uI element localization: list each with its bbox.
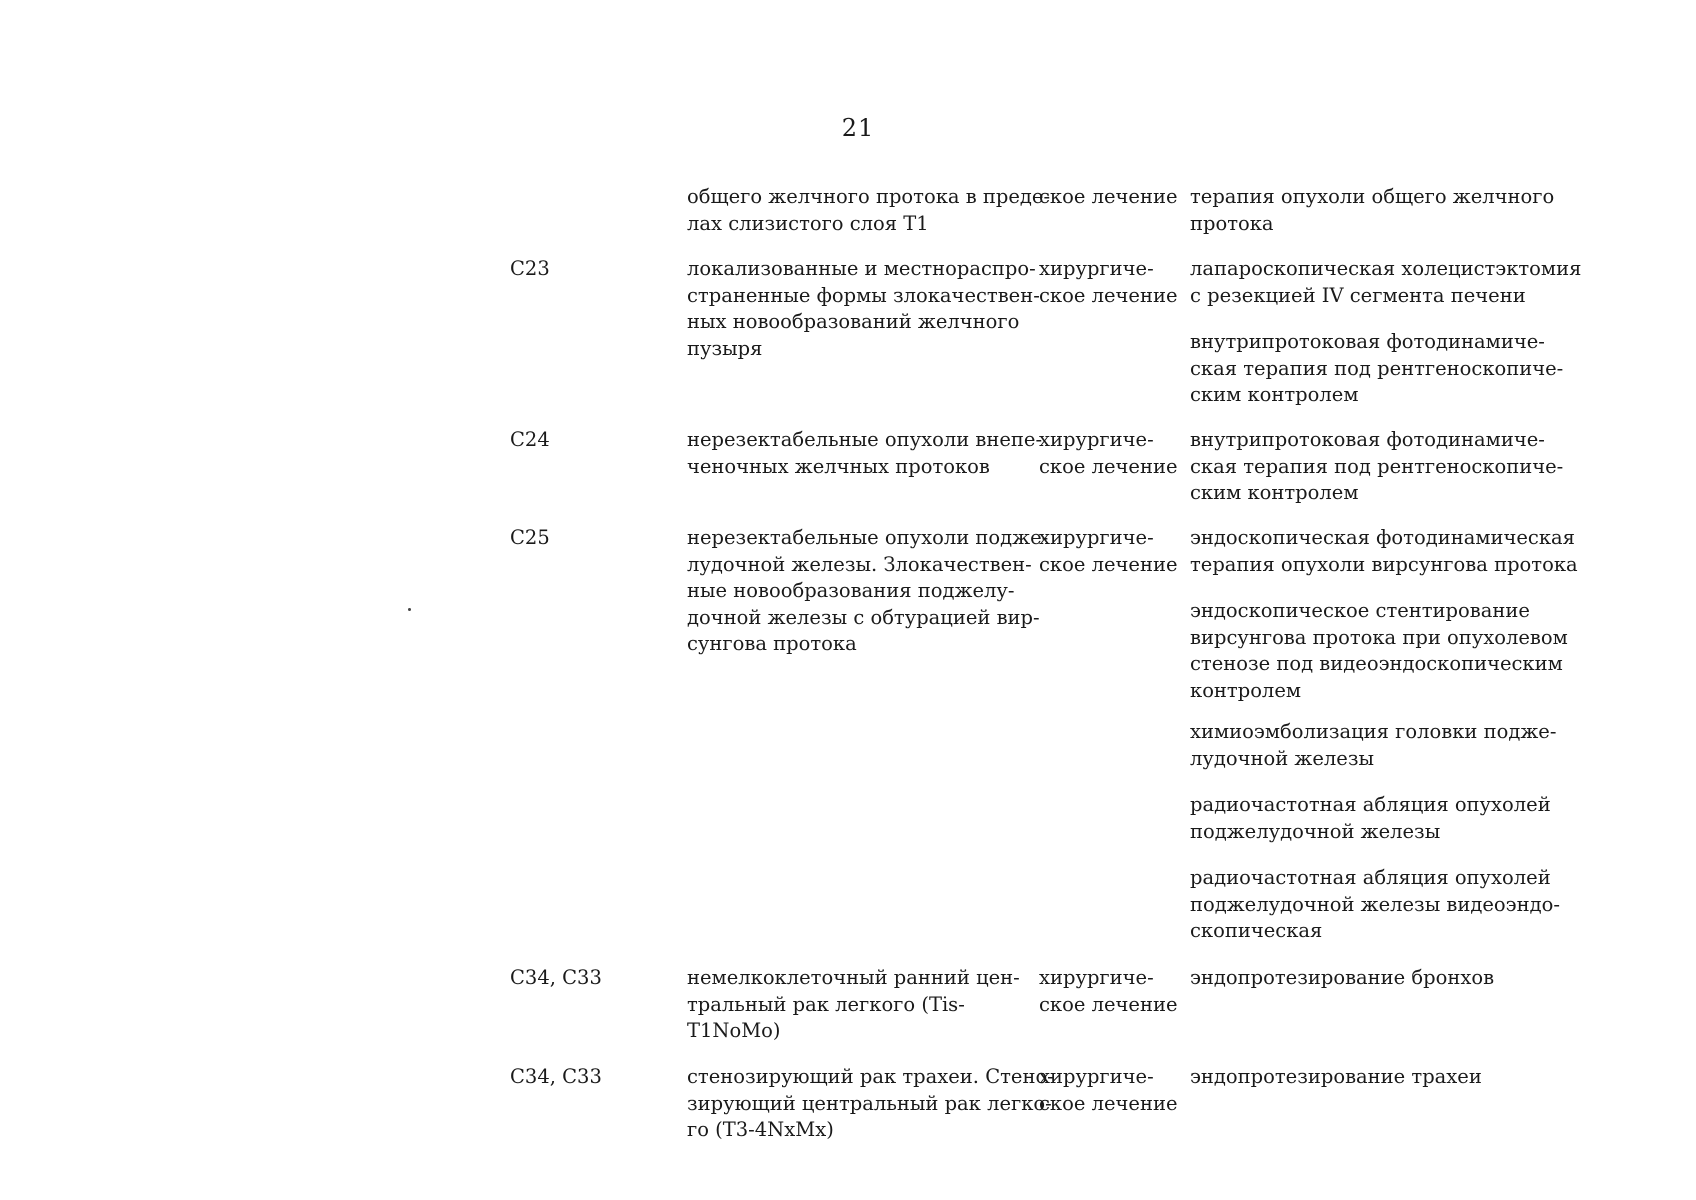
text-line: немелкоклеточный ранний цен-: [687, 966, 1020, 989]
diagnosis-description: [687, 184, 1050, 237]
text-line: радиочастотная абляция опухолей: [1190, 866, 1551, 889]
text-line: ским контролем: [1190, 383, 1359, 406]
text-line: дочной железы с обтурацией вир-: [687, 605, 1040, 629]
diagnosis-description: [687, 427, 1042, 480]
text-line: стенозе под видеоэндоскопическим: [1190, 652, 1563, 675]
treatment-method: [1190, 598, 1568, 704]
diagnosis-description: [687, 256, 1040, 362]
text-line: поджелудочной железы: [1190, 819, 1441, 843]
text-line: лах слизистого слоя T1: [687, 211, 929, 235]
text-line: ское лечение: [1039, 283, 1178, 307]
text-line: эндопротезирование бронхов: [1190, 966, 1495, 989]
text-line: страненные формы злокачествен-: [687, 283, 1040, 307]
text-line: ская терапия под рентгеноскопиче-: [1190, 356, 1564, 380]
text-line: локализованные и местнораспро-: [687, 257, 1036, 280]
diagnosis-description: [687, 1064, 1054, 1144]
text-line: ское лечение: [1039, 1091, 1178, 1115]
text-line: T1NoMo): [687, 1019, 781, 1042]
text-line: вирсунгова протока при опухолевом: [1190, 625, 1568, 649]
treatment-method: [1190, 184, 1554, 237]
treatment-method: [1190, 965, 1494, 992]
treatment-method: [1190, 525, 1578, 578]
text-line: ское лечение: [1039, 185, 1178, 208]
text-line: лапароскопическая холецистэктомия: [1190, 257, 1582, 280]
text-line: внутрипротоковая фотодинамиче-: [1190, 330, 1545, 353]
text-line: ченочных желчных протоков: [687, 454, 990, 478]
text-line: лудочной железы. Злокачествен-: [687, 552, 1032, 576]
treatment-method: [1190, 865, 1560, 945]
text-line: нерезектабельные опухоли подже-: [687, 526, 1049, 549]
text-line: ская терапия под рентгеноскопиче-: [1190, 454, 1564, 478]
text-line: с резекцией IV сегмента печени: [1190, 283, 1526, 307]
treatment-method: [1190, 792, 1551, 845]
page-number: 21: [841, 114, 875, 142]
treatment-type: [1039, 427, 1177, 480]
diagnosis-description: [687, 525, 1048, 658]
treatment-type: [1039, 1064, 1177, 1117]
text-line: ское лечение: [1039, 992, 1178, 1016]
diagnosis-description: [687, 965, 1020, 1045]
text-line: ское лечение: [1039, 552, 1178, 576]
text-line: эндоскопическое стентирование: [1190, 599, 1530, 622]
text-line: химиоэмболизация головки подже-: [1190, 720, 1557, 743]
treatment-method: [1190, 256, 1581, 309]
text-line: контролем: [1190, 678, 1302, 702]
text-line: терапия опухоли общего желчного: [1190, 185, 1555, 208]
treatment-method: [1190, 329, 1563, 409]
text-line: хирургиче-: [1039, 257, 1154, 280]
text-line: поджелудочной железы видеоэндо-: [1190, 892, 1560, 916]
treatment-method: [1190, 1064, 1482, 1091]
text-line: сунгова протока: [687, 632, 857, 655]
text-line: пузыря: [687, 336, 763, 360]
diagnosis-code: C24: [510, 428, 550, 451]
text-line: скопическая: [1190, 919, 1323, 942]
diagnosis-code: C23: [510, 257, 550, 280]
text-line: общего желчного протока в преде-: [687, 185, 1051, 208]
text-line: ных новообразований желчного: [687, 310, 1020, 333]
text-line: хирургиче-: [1039, 428, 1154, 451]
text-line: эндоскопическая фотодинамическая: [1190, 526, 1575, 549]
text-line: внутрипротоковая фотодинамиче-: [1190, 428, 1545, 451]
treatment-type: [1039, 184, 1177, 211]
text-line: нерезектабельные опухоли внепе-: [687, 428, 1043, 451]
treatment-type: [1039, 965, 1177, 1018]
text-line: хирургиче-: [1039, 526, 1154, 549]
treatment-type: [1039, 525, 1177, 578]
text-line: протока: [1190, 211, 1274, 235]
diagnosis-code: C34, C33: [510, 1065, 602, 1088]
text-line: зирующий центральный рак легко-: [687, 1091, 1052, 1115]
text-line: эндопротезирование трахеи: [1190, 1065, 1482, 1088]
text-line: го (T3-4NxMx): [687, 1118, 834, 1141]
text-line: ским контролем: [1190, 481, 1359, 504]
diagnosis-code: C25: [510, 526, 550, 549]
text-line: ные новообразования поджелу-: [687, 579, 1015, 602]
treatment-method: [1190, 719, 1556, 772]
text-line: ское лечение: [1039, 454, 1178, 478]
treatment-type: [1039, 256, 1177, 309]
text-line: лудочной железы: [1190, 746, 1374, 770]
text-line: хирургиче-: [1039, 1065, 1154, 1088]
text-line: стенозирующий рак трахеи. Стено-: [687, 1065, 1054, 1088]
text-line: терапия опухоли вирсунгова протока: [1190, 552, 1578, 576]
diagnosis-code: C34, C33: [510, 966, 602, 989]
treatment-method: [1190, 427, 1563, 507]
text-line: хирургиче-: [1039, 966, 1154, 989]
text-line: тральный рак легкого (Tis-: [687, 992, 965, 1016]
text-line: радиочастотная абляция опухолей: [1190, 793, 1551, 816]
